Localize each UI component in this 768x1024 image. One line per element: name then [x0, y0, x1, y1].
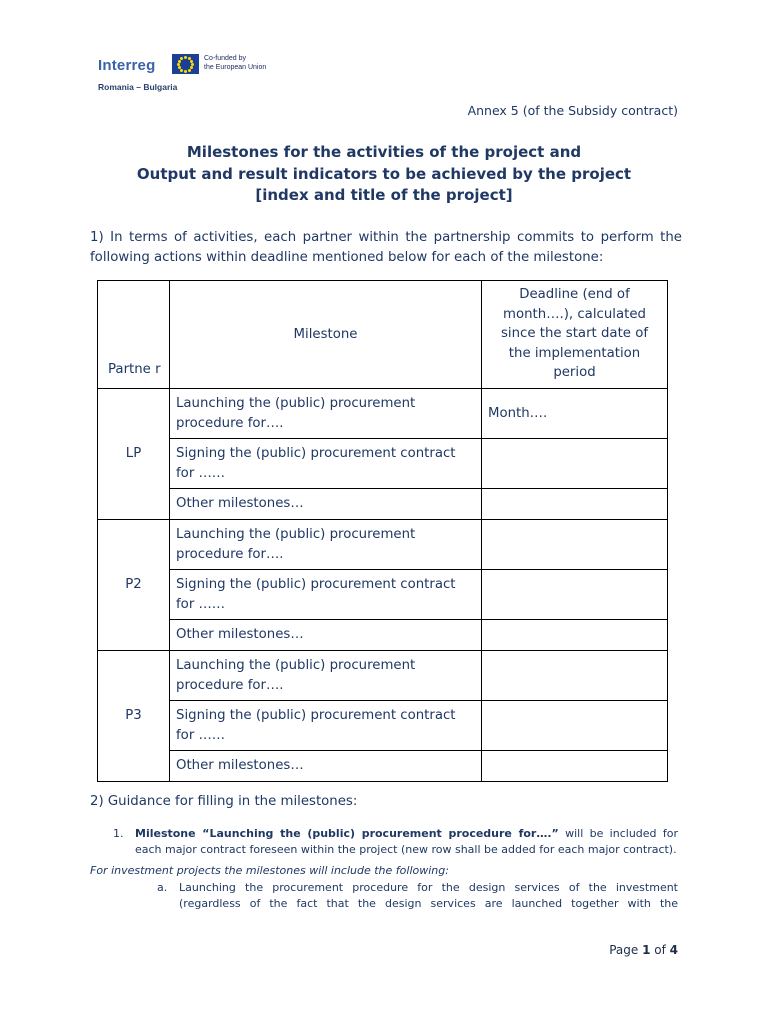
guidance-item-1-bold: Milestone “Launching the (public) procurement procedure for….”	[135, 827, 559, 840]
milestone-cell: Launching the (public) procurement procedure for….	[170, 389, 482, 439]
eu-line-2: the European Union	[204, 64, 267, 71]
logo-region: Romania – Bulgaria	[98, 82, 178, 92]
title-line-2: Output and result indicators to be achieved by the project	[136, 164, 632, 183]
milestone-cell: Launching the (public) procurement procedure for….	[170, 520, 482, 570]
logo-brand: Interreg	[98, 57, 156, 74]
milestone-cell: Other milestones…	[170, 751, 482, 782]
deadline-cell: Month….	[482, 389, 668, 439]
table-row	[98, 570, 668, 620]
deadline-cell	[482, 620, 668, 651]
deadline-cell	[482, 520, 668, 570]
table-row	[98, 520, 668, 570]
page-total: 4	[669, 943, 678, 957]
investment-note: For investment projects the milestones will include the following:	[90, 864, 449, 877]
table-row	[98, 701, 668, 751]
page-prefix: Page	[609, 943, 643, 957]
milestone-cell: Other milestones…	[170, 620, 482, 651]
milestone-cell: Other milestones…	[170, 489, 482, 520]
milestone-cell: Launching the (public) procurement procedure for….	[170, 651, 482, 701]
eu-cofunded-text	[204, 54, 266, 72]
table-row	[98, 620, 668, 651]
page-current: 1	[642, 943, 651, 957]
deadline-cell	[482, 570, 668, 620]
guidance-heading: 2) Guidance for filling in the milestones:	[90, 794, 358, 809]
table-row	[98, 489, 668, 520]
header-deadline: Deadline (end of month….), calculated since the start date of the implementation period	[482, 281, 668, 389]
header-milestone: Milestone	[170, 281, 482, 389]
partner-cell: P3	[98, 651, 170, 782]
document-title	[0, 142, 768, 207]
eu-flag-icon	[172, 54, 199, 74]
deadline-cell	[482, 751, 668, 782]
page-of: of	[650, 943, 670, 957]
milestone-cell: Signing the (public) procurement contract for ……	[170, 570, 482, 620]
table-row	[98, 651, 668, 701]
page-number	[609, 943, 678, 957]
deadline-cell	[482, 439, 668, 489]
milestones-table	[97, 280, 668, 782]
list-number: 1.	[113, 827, 124, 840]
guidance-item-1	[113, 826, 678, 858]
title-line-1: Milestones for the activities of the project and	[186, 143, 582, 161]
milestone-cell: Signing the (public) procurement contract for ……	[170, 701, 482, 751]
deadline-cell	[482, 651, 668, 701]
guidance-item-a	[157, 880, 678, 912]
table-row	[98, 439, 668, 489]
interreg-logo	[98, 52, 278, 98]
milestone-cell: Signing the (public) procurement contract for ……	[170, 439, 482, 489]
partner-cell: P2	[98, 520, 170, 651]
header-partner: Partne r	[98, 281, 170, 389]
intro-paragraph: 1) In terms of activities, each partner within the partnership commits to perform the following actions within deadline mentioned below for each of the milestone:	[90, 230, 682, 265]
guidance-item-a-text: Launching the procurement procedure for the design services of the investment (regardless of the fact that the design services are launched together with the	[179, 881, 678, 910]
table-header-row	[98, 281, 668, 389]
partner-cell: LP	[98, 389, 170, 520]
guidance-item-1-text	[135, 826, 678, 858]
title-line-3: [index and title of the project]	[255, 186, 513, 204]
table-row	[98, 751, 668, 782]
deadline-cell	[482, 701, 668, 751]
table-row	[98, 389, 668, 439]
list-letter: a.	[157, 881, 168, 894]
annex-label: Annex 5 (of the Subsidy contract)	[467, 103, 678, 118]
deadline-cell	[482, 489, 668, 520]
guidance-item-1-rest: will be included for each major contract foreseen within the project (new row shall be added for each major contract).	[135, 827, 678, 856]
eu-line-1: Co-funded by	[204, 55, 247, 62]
